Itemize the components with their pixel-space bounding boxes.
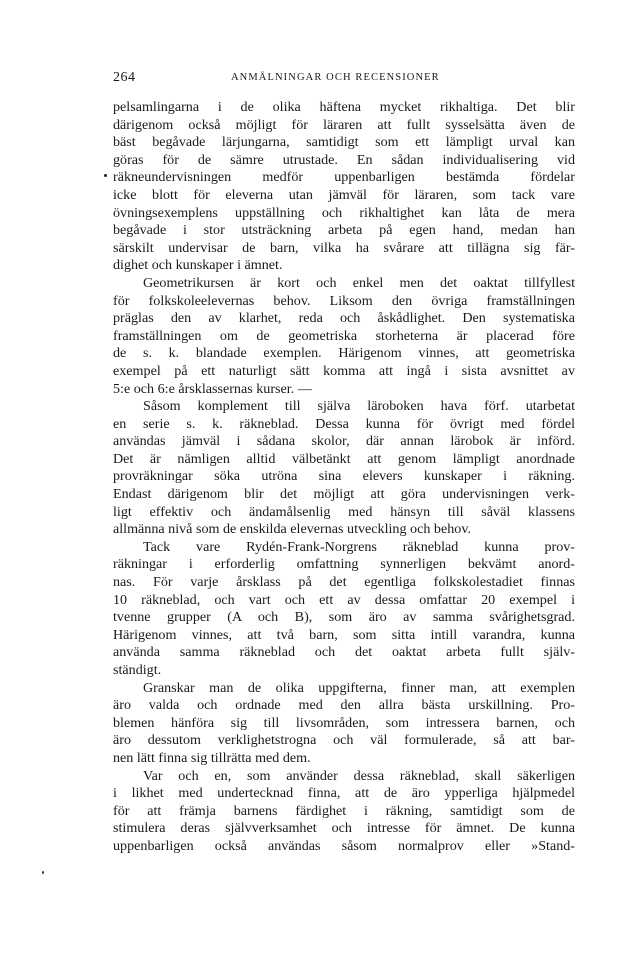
text-line: Det är nämligen alltid välbetänkt att genom lämpligt anordnade (113, 450, 575, 467)
text-line: präglas den av klarhet, reda och åskådlighet. Den systematiska (113, 310, 575, 327)
text-line: de s. k. blandade exemplen. Härigenom vinnes, att geometriska (113, 345, 575, 362)
text-line: därigenom också möjligt för läraren att fullt sysselsätta även de (113, 116, 575, 133)
text-line: Tack vare Rydén-Frank-Norgrens räkneblad kunna prov- (143, 538, 575, 555)
text-line: Såsom komplement till själva läroboken hava förf. utarbetat (143, 398, 575, 415)
paper-speck (42, 871, 44, 874)
text-line: äro dessutom verklighetstrogna och väl formulerade, så att bar- (113, 732, 575, 749)
text-line: tvenne grupper (A och B), som äro av samma svårighetsgrad. (113, 609, 575, 626)
text-line: nen lätt finna sig tillrätta med dem. (113, 749, 311, 766)
margin-mark (104, 174, 107, 177)
text-line: exempel på ett naturligt sätt komma att ingå i sista avsnittet av (113, 362, 575, 379)
text-line: för folkskoleelevernas behov. Liksom den övriga framställningen (113, 292, 575, 309)
text-line: Endast därigenom blir det möjligt att göra undervisningen verk- (113, 486, 575, 503)
text-line: bäst begåvade lärjungarna, samtidigt som ett lämpligt urval kan (113, 134, 575, 151)
text-line: dighet och kunskaper i ämnet. (113, 257, 283, 274)
text-line: en serie s. k. räkneblad. Dessa kunna för övrigt med fördel (113, 415, 575, 432)
page-number: 264 (113, 70, 136, 85)
text-line: nas. För varje årsklass på det egentliga folkskolestadiet finnas (113, 574, 575, 591)
text-line: framställningen om de geometriska storheterna är placerad före (113, 327, 575, 344)
text-line: pelsamlingarna i de olika häftena mycket rikhaltiga. Det blir (113, 99, 575, 115)
text-line: användas jämväl i sådana skolor, där annan lärobok är införd. (113, 433, 575, 450)
text-line: Geometrikursen är kort och enkel men det oaktat tillfyllest (143, 274, 575, 291)
text-line: räkneundervisningen medför uppenbarligen bestämda fördelar (113, 169, 575, 186)
text-line: i likhet med undertecknad finna, att de äro ypperliga hjälpmedel (113, 785, 575, 802)
text-line: för att främja barnens färdighet i räkning, samtidigt som de (113, 802, 575, 819)
text-line: stimulera deras självverksamhet och intresse för ämnet. De kunna (113, 820, 575, 837)
text-line: icke blott för eleverna utan jämväl för läraren, som tack vare (113, 186, 575, 203)
text-line: Granskar man de olika uppgifterna, finner man, att exemplen (143, 679, 575, 696)
body-text (113, 99, 575, 856)
running-head: ANMÄLNINGAR OCH RECENSIONER (231, 72, 440, 83)
text-line: 5:e och 6:e årsklassernas kurser. — (113, 380, 312, 397)
text-line: provräkningar söka utröna sina elevers kunskaper i räkning. (113, 468, 575, 485)
text-line: särskilt undervisar de barn, vilka ha svårare att tillägna sig fär- (113, 239, 575, 256)
page-header (113, 70, 575, 88)
text-line: uppenbarligen också användas såsom normalprov eller »Stand- (113, 837, 575, 854)
text-line: blemen hänföra sig till livsområden, som intressera barnen, och (113, 714, 575, 731)
text-line: Härigenom vinnes, att två barn, som sitta intill varandra, kunna (113, 626, 575, 643)
text-line: ständigt. (113, 662, 162, 678)
text-line: allmänna nivå som de enskilda elevernas utveckling och behov. (113, 521, 471, 538)
text-line: räkningar i erforderlig omfattning synnerligen bekvämt anord- (113, 556, 575, 573)
text-line: 10 räkneblad, och vart och ett av dessa omfattar 20 exempel i (113, 591, 575, 608)
text-line: övningsexemplens uppställning och rikhaltighet kan låta de mera (113, 204, 575, 221)
text-line: begåvade i stor utsträckning arbeta på egen hand, medan han (113, 222, 575, 239)
text-line: använda samma räkneblad och det oaktat arbeta fullt själv- (113, 644, 575, 661)
text-line: ligt effektiv och ändamålsenlig med hänsyn till såväl klassens (113, 503, 575, 520)
text-line: göras för de sämre utrustade. En sådan individualisering vid (113, 151, 575, 168)
text-line: äro valda och ordnade med den allra bästa urskillning. Pro- (113, 697, 575, 714)
text-line: Var och en, som använder dessa räkneblad, skall säkerligen (143, 767, 575, 784)
